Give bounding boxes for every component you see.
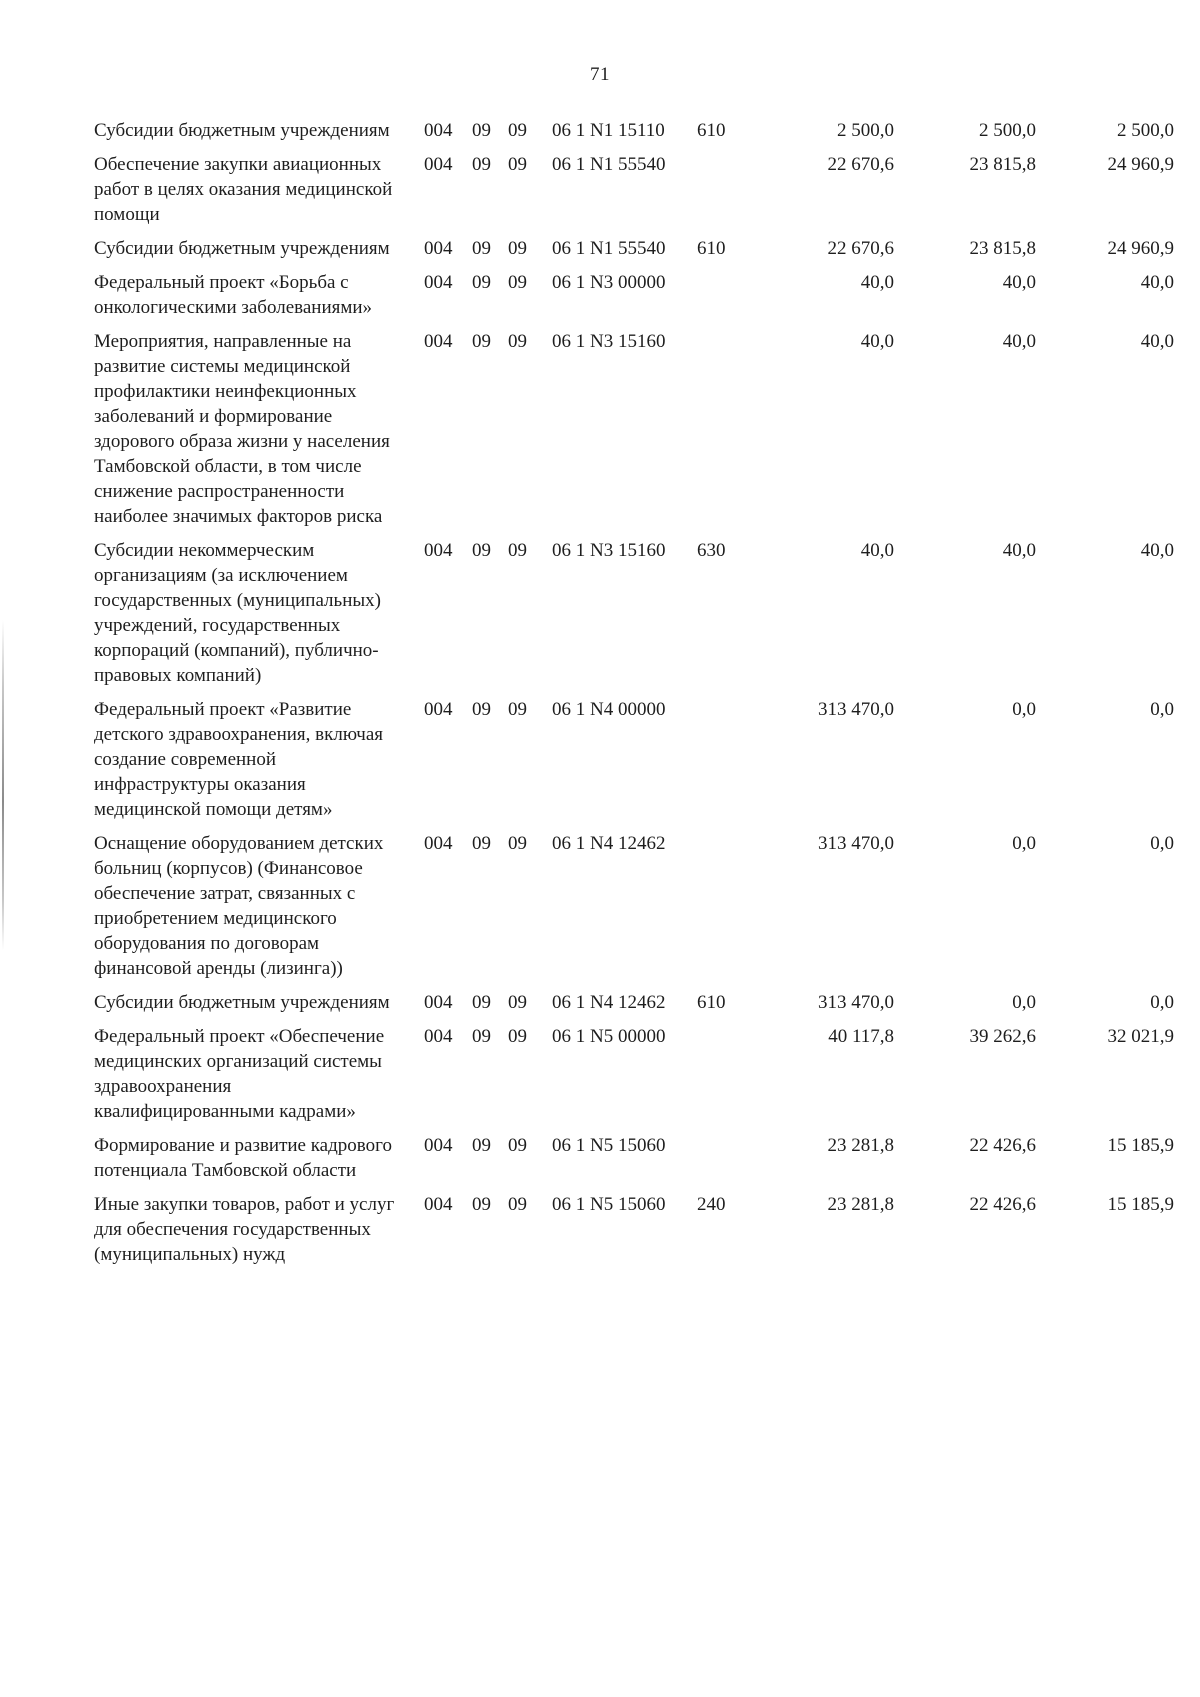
amount-year-3: 40,0 bbox=[1140, 331, 1174, 352]
table-row bbox=[94, 990, 1174, 1024]
target-article-code: 06 1 N3 15160 bbox=[552, 540, 666, 561]
expense-name: Оснащение оборудованием детских больниц (корпусов) (Финансовое обеспечение затрат, связанных с приобретением медицинского оборудования по договорам финансовой аренды (лизинга)) bbox=[94, 833, 384, 979]
expense-name: Субсидии бюджетным учреждениям bbox=[94, 992, 390, 1013]
department-code: 004 bbox=[424, 1135, 453, 1156]
amount-year-2: 23 815,8 bbox=[969, 238, 1036, 259]
expense-type-code bbox=[697, 270, 757, 329]
amount-year-2: 22 426,6 bbox=[969, 1135, 1036, 1156]
amount-year-3: 40,0 bbox=[1140, 540, 1174, 561]
subsection-code: 09 bbox=[508, 238, 527, 259]
expense-name: Субсидии бюджетным учреждениям bbox=[94, 238, 390, 259]
amount-year-1: 313 470,0 bbox=[818, 833, 894, 854]
target-article-code: 06 1 N4 12462 bbox=[552, 833, 666, 854]
department-code: 004 bbox=[424, 331, 453, 352]
table-row bbox=[94, 152, 1174, 236]
amount-year-2: 22 426,6 bbox=[969, 1194, 1036, 1215]
expense-name: Мероприятия, направленные на развитие системы медицинской профилактики неинфекционных заболеваний и формирование здорового образа жизни у населения Тамбовской области, в том числе снижение распространенности наиболее значимых факторов риска bbox=[94, 331, 390, 527]
expense-type-code: 240 bbox=[697, 1194, 726, 1215]
section-code: 09 bbox=[472, 154, 491, 175]
amount-year-2: 0,0 bbox=[1012, 992, 1036, 1013]
table-row bbox=[94, 1024, 1174, 1133]
expense-type-code: 630 bbox=[697, 540, 726, 561]
subsection-code: 09 bbox=[508, 1135, 527, 1156]
section-code: 09 bbox=[472, 1026, 491, 1047]
expense-name: Обеспечение закупки авиационных работ в целях оказания медицинской помощи bbox=[94, 154, 393, 225]
subsection-code: 09 bbox=[508, 833, 527, 854]
amount-year-1: 313 470,0 bbox=[818, 699, 894, 720]
amount-year-2: 0,0 bbox=[1012, 833, 1036, 854]
amount-year-3: 0,0 bbox=[1150, 833, 1174, 854]
department-code: 004 bbox=[424, 1026, 453, 1047]
department-code: 004 bbox=[424, 833, 453, 854]
amount-year-3: 0,0 bbox=[1150, 992, 1174, 1013]
expense-name: Субсидии некоммерческим организациям (за исключением государственных (муниципальных) учреждений, государственных корпораций (компаний), публично-правовых компаний) bbox=[94, 540, 381, 686]
expense-type-code bbox=[697, 1133, 757, 1192]
amount-year-1: 22 670,6 bbox=[827, 238, 894, 259]
subsection-code: 09 bbox=[508, 331, 527, 352]
amount-year-1: 23 281,8 bbox=[827, 1135, 894, 1156]
subsection-code: 09 bbox=[508, 154, 527, 175]
subsection-code: 09 bbox=[508, 272, 527, 293]
budget-table bbox=[94, 118, 1174, 1276]
amount-year-3: 0,0 bbox=[1150, 699, 1174, 720]
page-number: 71 bbox=[590, 64, 610, 85]
amount-year-2: 23 815,8 bbox=[969, 154, 1036, 175]
expense-type-code bbox=[697, 152, 757, 236]
target-article-code: 06 1 N5 00000 bbox=[552, 1026, 666, 1047]
department-code: 004 bbox=[424, 1194, 453, 1215]
department-code: 004 bbox=[424, 238, 453, 259]
expense-type-code bbox=[697, 329, 757, 538]
amount-year-2: 2 500,0 bbox=[979, 120, 1036, 141]
amount-year-3: 24 960,9 bbox=[1107, 154, 1174, 175]
table-row bbox=[94, 270, 1174, 329]
expense-type-code: 610 bbox=[697, 120, 726, 141]
department-code: 004 bbox=[424, 540, 453, 561]
target-article-code: 06 1 N5 15060 bbox=[552, 1194, 666, 1215]
amount-year-1: 22 670,6 bbox=[827, 154, 894, 175]
target-article-code: 06 1 N4 00000 bbox=[552, 699, 666, 720]
table-row bbox=[94, 538, 1174, 697]
department-code: 004 bbox=[424, 699, 453, 720]
expense-name: Иные закупки товаров, работ и услуг для обеспечения государственных (муниципальных) нужд bbox=[94, 1194, 395, 1265]
amount-year-1: 40,0 bbox=[860, 540, 894, 561]
section-code: 09 bbox=[472, 540, 491, 561]
amount-year-3: 32 021,9 bbox=[1107, 1026, 1174, 1047]
amount-year-2: 39 262,6 bbox=[969, 1026, 1036, 1047]
scan-edge-shadow bbox=[2, 620, 4, 950]
expense-name: Формирование и развитие кадрового потенциала Тамбовской области bbox=[94, 1135, 392, 1181]
department-code: 004 bbox=[424, 120, 453, 141]
table-row bbox=[94, 329, 1174, 538]
subsection-code: 09 bbox=[508, 1194, 527, 1215]
amount-year-1: 313 470,0 bbox=[818, 992, 894, 1013]
section-code: 09 bbox=[472, 120, 491, 141]
expense-name: Субсидии бюджетным учреждениям bbox=[94, 120, 390, 141]
section-code: 09 bbox=[472, 238, 491, 259]
section-code: 09 bbox=[472, 833, 491, 854]
section-code: 09 bbox=[472, 699, 491, 720]
amount-year-3: 40,0 bbox=[1140, 272, 1174, 293]
subsection-code: 09 bbox=[508, 992, 527, 1013]
table-row bbox=[94, 1133, 1174, 1192]
section-code: 09 bbox=[472, 1135, 491, 1156]
expense-type-code: 610 bbox=[697, 238, 726, 259]
department-code: 004 bbox=[424, 154, 453, 175]
target-article-code: 06 1 N1 15110 bbox=[552, 120, 665, 141]
expense-name: Федеральный проект «Развитие детского здравоохранения, включая создание современной инфраструктуры оказания медицинской помощи детям» bbox=[94, 699, 384, 820]
target-article-code: 06 1 N3 00000 bbox=[552, 272, 666, 293]
amount-year-2: 40,0 bbox=[1002, 272, 1036, 293]
section-code: 09 bbox=[472, 272, 491, 293]
target-article-code: 06 1 N1 55540 bbox=[552, 154, 666, 175]
amount-year-1: 40,0 bbox=[860, 272, 894, 293]
table-body bbox=[94, 118, 1174, 1276]
amount-year-1: 2 500,0 bbox=[837, 120, 894, 141]
expense-type-code bbox=[697, 831, 757, 990]
expense-name: Федеральный проект «Обеспечение медицинских организаций системы здравоохранения квалифицированными кадрами» bbox=[94, 1026, 385, 1122]
expense-type-code: 610 bbox=[697, 992, 726, 1013]
amount-year-3: 24 960,9 bbox=[1107, 238, 1174, 259]
amount-year-1: 40,0 bbox=[860, 331, 894, 352]
expense-type-code bbox=[697, 697, 757, 831]
table-row bbox=[94, 118, 1174, 152]
section-code: 09 bbox=[472, 992, 491, 1013]
table-row bbox=[94, 1192, 1174, 1276]
amount-year-3: 15 185,9 bbox=[1107, 1194, 1174, 1215]
amount-year-1: 40 117,8 bbox=[828, 1026, 894, 1047]
amount-year-2: 0,0 bbox=[1012, 699, 1036, 720]
table-row bbox=[94, 236, 1174, 270]
expense-type-code bbox=[697, 1024, 757, 1133]
amount-year-3: 15 185,9 bbox=[1107, 1135, 1174, 1156]
subsection-code: 09 bbox=[508, 699, 527, 720]
target-article-code: 06 1 N1 55540 bbox=[552, 238, 666, 259]
subsection-code: 09 bbox=[508, 1026, 527, 1047]
table-row bbox=[94, 831, 1174, 990]
section-code: 09 bbox=[472, 331, 491, 352]
amount-year-2: 40,0 bbox=[1002, 540, 1036, 561]
table-row bbox=[94, 697, 1174, 831]
target-article-code: 06 1 N4 12462 bbox=[552, 992, 666, 1013]
subsection-code: 09 bbox=[508, 120, 527, 141]
expense-name: Федеральный проект «Борьба с онкологическими заболеваниями» bbox=[94, 272, 373, 318]
subsection-code: 09 bbox=[508, 540, 527, 561]
amount-year-1: 23 281,8 bbox=[827, 1194, 894, 1215]
department-code: 004 bbox=[424, 992, 453, 1013]
amount-year-2: 40,0 bbox=[1002, 331, 1036, 352]
target-article-code: 06 1 N5 15060 bbox=[552, 1135, 666, 1156]
target-article-code: 06 1 N3 15160 bbox=[552, 331, 666, 352]
department-code: 004 bbox=[424, 272, 453, 293]
amount-year-3: 2 500,0 bbox=[1117, 120, 1174, 141]
section-code: 09 bbox=[472, 1194, 491, 1215]
